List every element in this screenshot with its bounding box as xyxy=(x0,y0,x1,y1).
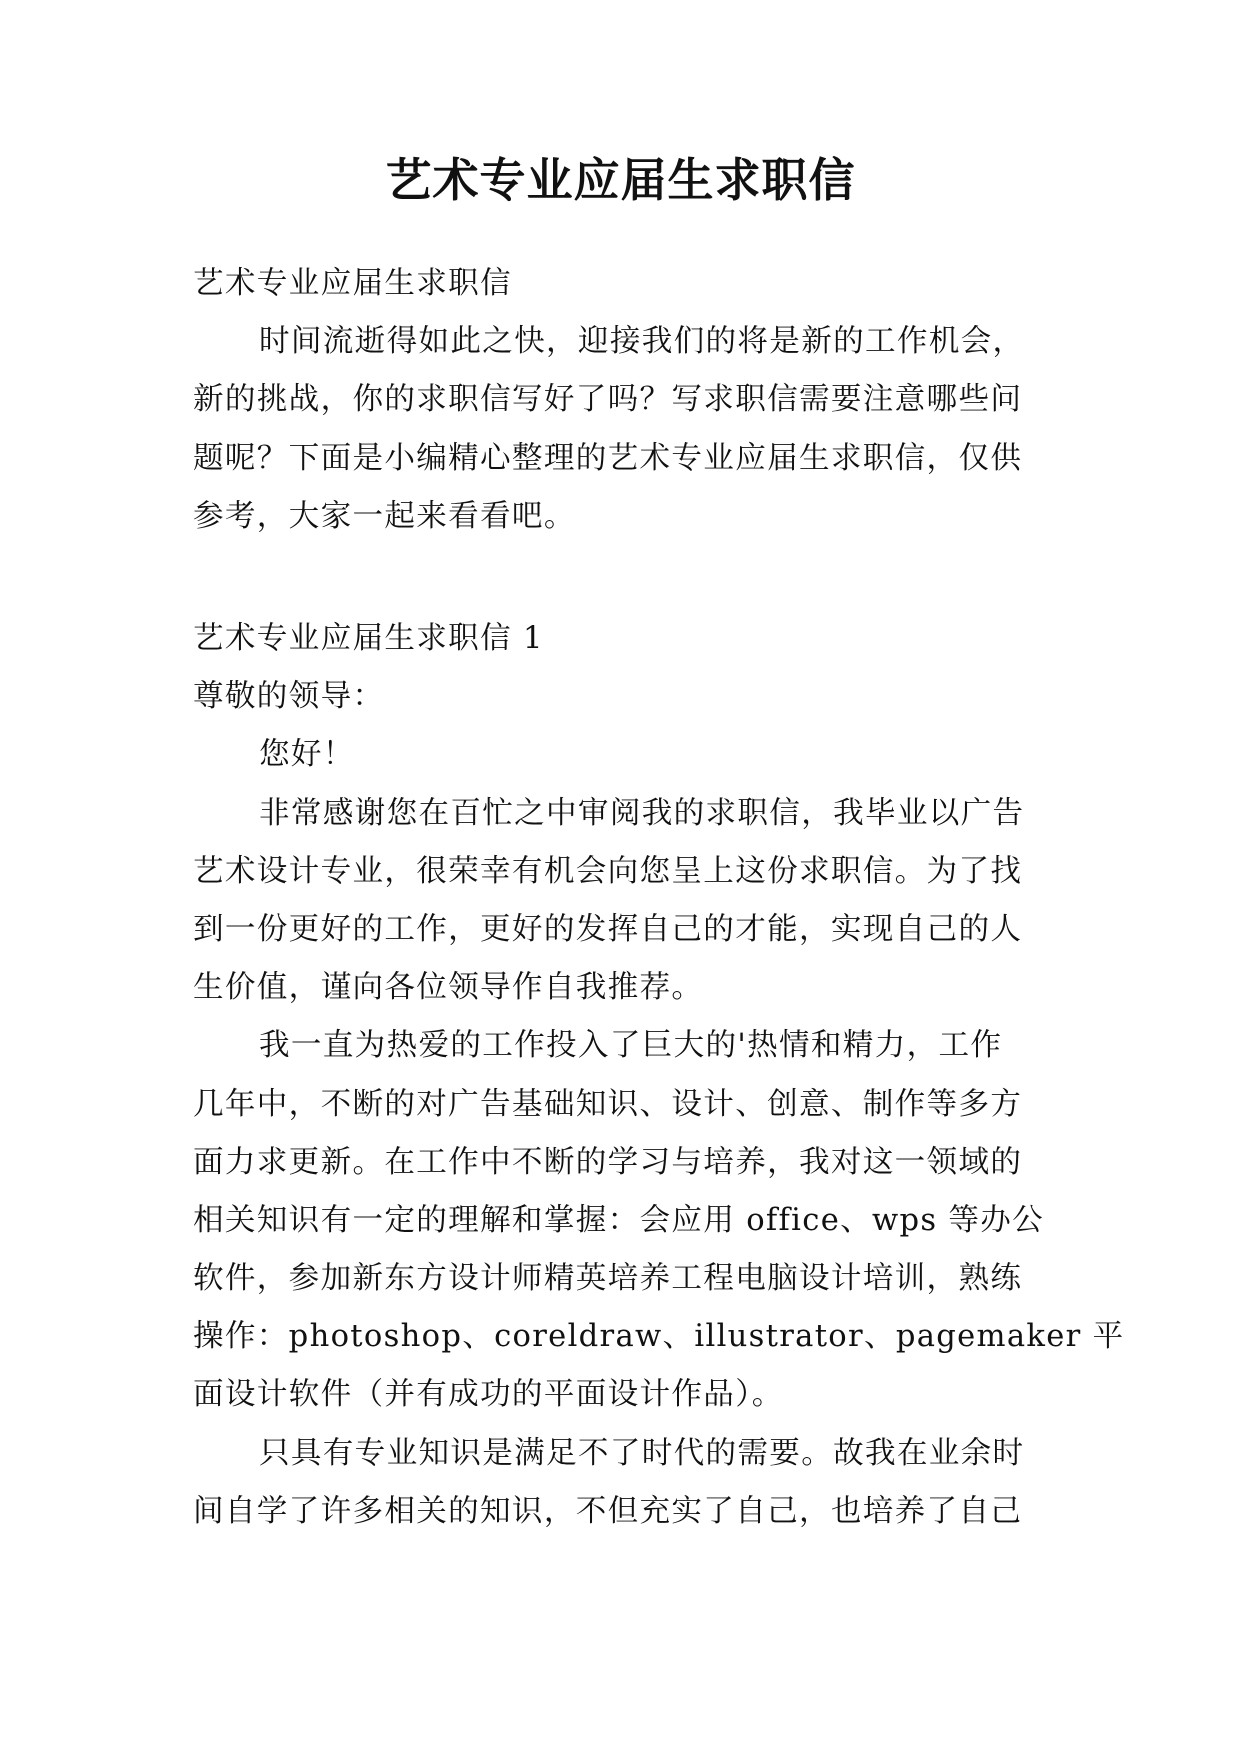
paragraph-line: 我一直为热爱的工作投入了巨大的'热情和精力，工作 xyxy=(259,1028,1003,1064)
paragraph-line: 题呢？下面是小编精心整理的艺术专业应届生求职信，仅供 xyxy=(193,440,1023,476)
paragraph-line: 时间流逝得如此之快，迎接我们的将是新的工作机会， xyxy=(259,324,1025,360)
paragraph-line: 艺术设计专业，很荣幸有机会向您呈上这份求职信。为了找 xyxy=(193,853,1023,889)
paragraph-line: 到一份更好的工作，更好的发挥自己的才能，实现自己的人 xyxy=(193,911,1023,947)
letter-heading: 艺术专业应届生求职信 1 xyxy=(193,621,544,656)
paragraph-line: 面设计软件（并有成功的平面设计作品）。 xyxy=(193,1377,784,1413)
section-heading: 艺术专业应届生求职信 xyxy=(193,266,512,301)
greeting: 您好！ xyxy=(259,737,355,773)
paragraph-line: 只具有专业知识是满足不了时代的需要。故我在业余时 xyxy=(259,1435,1025,1471)
paragraph-line: 非常感谢您在百忙之中审阅我的求职信，我毕业以广告 xyxy=(259,795,1025,831)
paragraph-line: 新的挑战，你的求职信写好了吗？写求职信需要注意哪些问 xyxy=(193,382,1023,418)
salutation: 尊敬的领导： xyxy=(193,679,385,715)
intro-section xyxy=(193,255,1049,546)
paragraph-line: 相关知识有一定的理解和掌握：会应用 office、wps 等办公 xyxy=(193,1202,1045,1238)
paragraph-line: 操作：photoshop、coreldraw、illustrator、pagemaker 平 xyxy=(193,1319,1125,1355)
paragraph-line: 间自学了许多相关的知识，不但充实了自己，也培养了自己 xyxy=(193,1493,1023,1529)
document-title: 艺术专业应届生求职信 xyxy=(385,153,856,207)
paragraph-line: 生价值，谨向各位领导作自我推荐。 xyxy=(193,970,704,1006)
paragraph-line: 面力求更新。在工作中不断的学习与培养，我对这一领域的 xyxy=(193,1144,1023,1180)
paragraph-line: 软件，参加新东方设计师精英培养工程电脑设计培训，熟练 xyxy=(193,1261,1023,1297)
paragraph-line: 几年中，不断的对广告基础知识、设计、创意、制作等多方 xyxy=(193,1086,1023,1122)
paragraph-line: 参考，大家一起来看看吧。 xyxy=(193,498,576,534)
letter-section xyxy=(193,610,1125,1541)
